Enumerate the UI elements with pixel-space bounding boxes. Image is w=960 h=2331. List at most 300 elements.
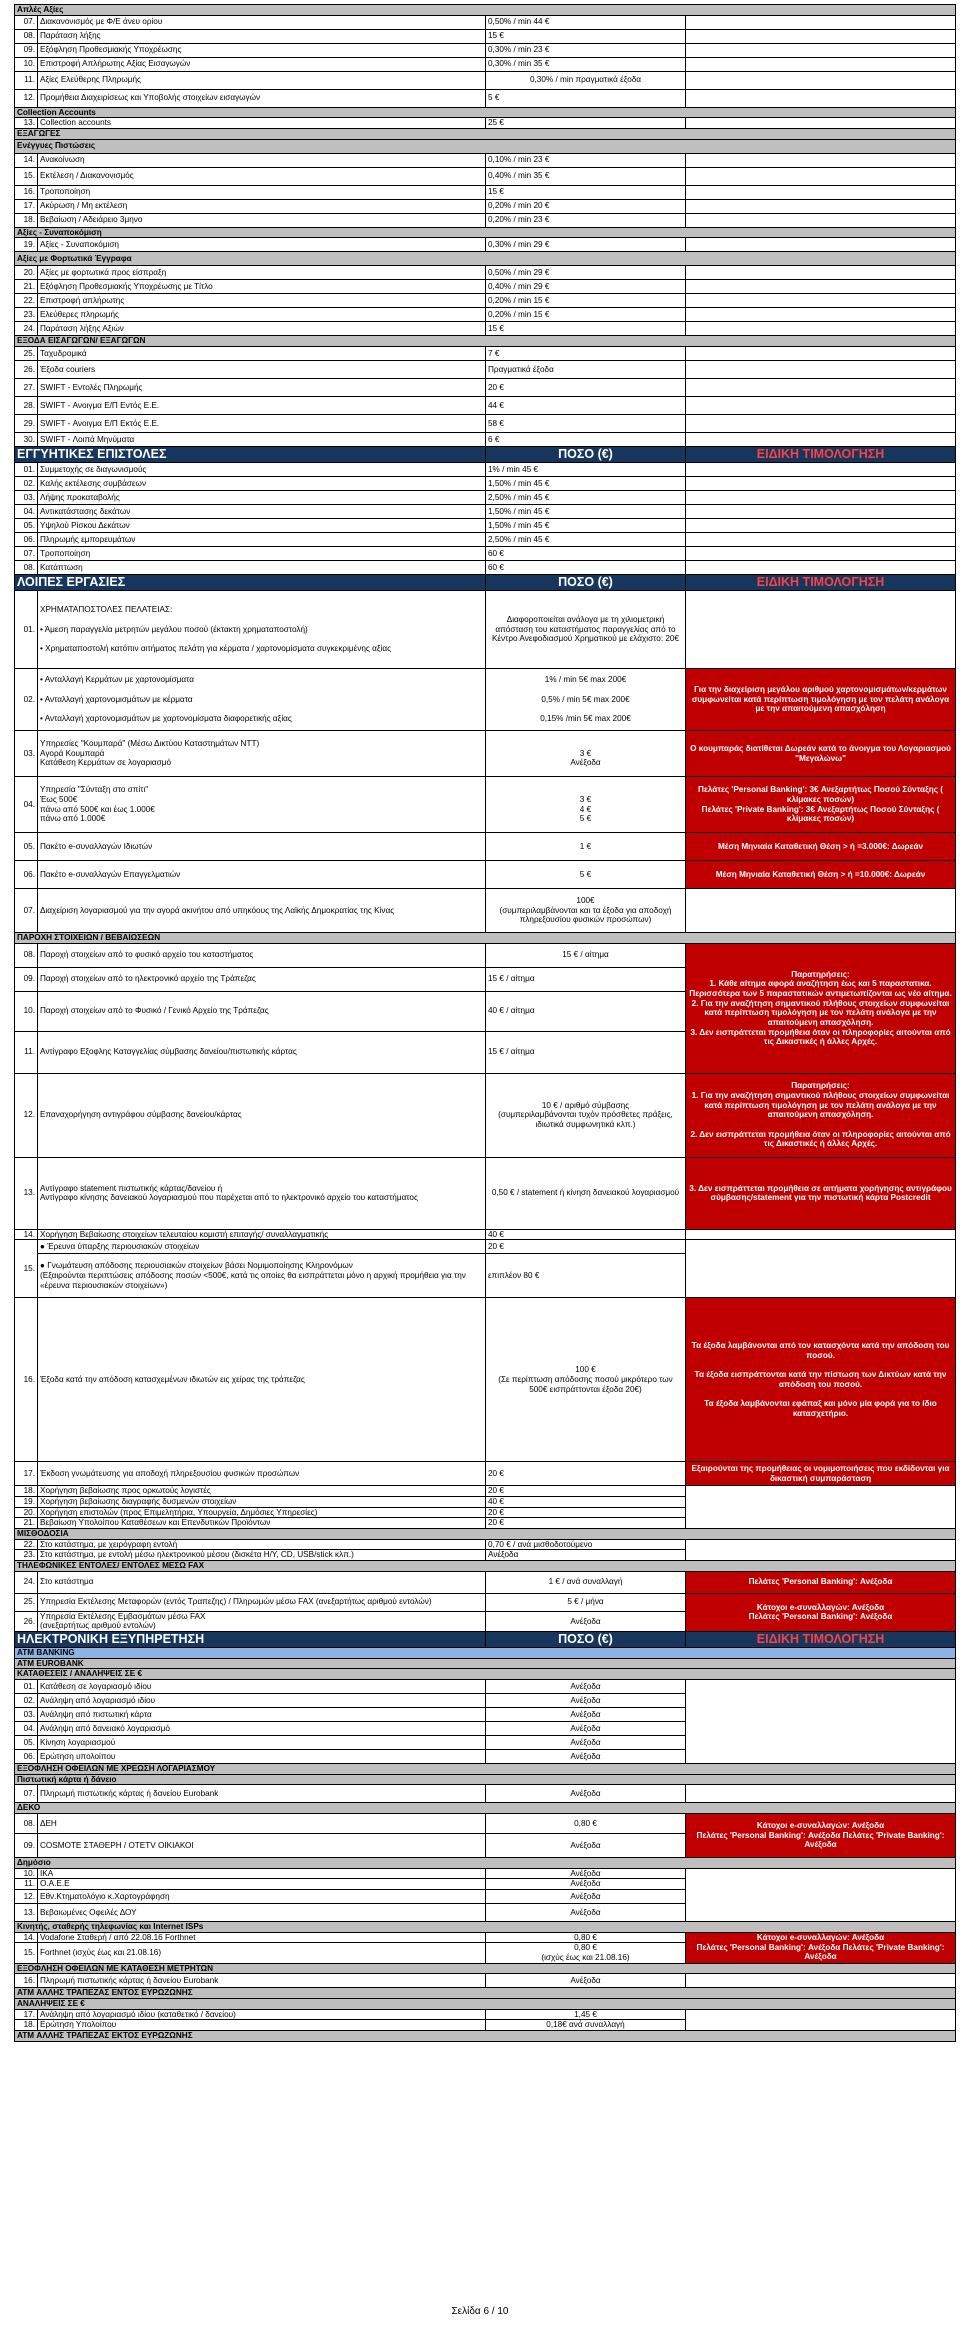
fee-amount: 2,50% / min 45 € <box>486 533 686 547</box>
fee-description: SWIFT - Ανοιγμα Ε/Π Εκτός Ε.Ε. <box>38 415 486 433</box>
fee-description: Ανάληψη από λογαριασμό ιδίου (καταθετικό / δανείου) <box>38 2009 486 2020</box>
row-number: 24. <box>15 322 38 336</box>
fee-row <box>15 1539 956 1550</box>
fee-amount: 0,70 € / ανά μισθοδοτούμενο <box>486 1539 686 1550</box>
row-number: 17. <box>15 1462 38 1486</box>
fee-amount: Ανέξοδα <box>486 1833 686 1857</box>
fee-amount: 20 € <box>486 1486 686 1497</box>
fee-schedule-table <box>14 4 956 2042</box>
section-heading: ATM BANKING <box>15 1647 956 1658</box>
fee-description: Κατάπτωση <box>38 561 486 575</box>
fee-row <box>15 777 956 833</box>
special-pricing-empty <box>686 280 956 294</box>
fee-amount: 25 € <box>486 118 686 129</box>
special-pricing-empty <box>686 71 956 89</box>
fee-amount: 1 € / ανά συναλλαγή <box>486 1571 686 1593</box>
row-number: 07. <box>15 547 38 561</box>
row-number: 27. <box>15 379 38 397</box>
fee-description: Λήψης προκαταβολής <box>38 491 486 505</box>
section-row <box>15 1998 956 2009</box>
fee-description: Πακέτο e-συναλλαγών Επαγγελματιών <box>38 861 486 889</box>
fee-description: Έξοδα κατά την απόδοση κατασχεμένων ιδιωτών εις χείρας της τράπεζας <box>38 1298 486 1462</box>
special-pricing-note: 3. Δεν εισπράττεται προμήθεια σε αιτήματα χορήγησης αντιγράφου σύμβασης/statement για την πιστωτική κάρτα Postcredit <box>686 1157 956 1229</box>
special-pricing-empty <box>686 547 956 561</box>
fee-description: Χορήγηση βεβαίωσης προς ορκωτούς λογιστές <box>38 1486 486 1497</box>
fee-description: Αντίγραφο statement πιστωτικής κάρτας/δανείου ή Αντίγραφο κίνησης δανειακού λογαριασμού που παρέχεται από το ηλεκτρονικό αρχείο του καταστήματος <box>38 1157 486 1229</box>
row-number: 14. <box>15 1229 38 1240</box>
fee-description: Ανάληψη από πιστωτική κάρτα <box>38 1707 486 1721</box>
section-row <box>15 1763 956 1774</box>
fee-row <box>15 1073 956 1157</box>
row-number: 16. <box>15 185 38 199</box>
row-number: 10. <box>15 991 38 1031</box>
row-number: 18. <box>15 1486 38 1497</box>
row-number: 26. <box>15 1611 38 1631</box>
fee-description: Υπηρεσίες "Κουμπαρά" (Μέσω Δικτύου Καταστημάτων ΝΤΤ) Αγορά Κουμπαρά Κατάθεση Κερμάτων σε λογαριασμό <box>38 731 486 777</box>
row-number: 14. <box>15 1932 38 1943</box>
section-header-title: ΕΓΓΥΗΤΙΚΕΣ ΕΠΙΣΤΟΛΕΣ <box>15 447 486 463</box>
fee-amount: 1,45 € <box>486 2009 686 2020</box>
fee-description: Έξοδα couriers <box>38 361 486 379</box>
row-number: 22. <box>15 1539 38 1550</box>
fee-row <box>15 199 956 213</box>
fee-row <box>15 379 956 397</box>
special-pricing-empty <box>686 433 956 447</box>
fee-row <box>15 213 956 227</box>
row-number: 16. <box>15 1298 38 1462</box>
section-heading: ΜΙΣΘΟΔΟΣΙΑ <box>15 1529 956 1540</box>
fee-row <box>15 29 956 43</box>
special-pricing-empty <box>686 15 956 29</box>
row-number: 23. <box>15 1550 38 1561</box>
fee-row <box>15 505 956 519</box>
fee-amount: 3 € Ανέξοδα <box>486 731 686 777</box>
amount-column-header: ΠΟΣΟ (€) <box>486 447 686 463</box>
row-number: 15. <box>15 1943 38 1963</box>
section-row <box>15 1529 956 1540</box>
fee-amount: 0,30% / min 35 € <box>486 57 686 71</box>
fee-description: SWIFT - Εντολές Πληρωμής <box>38 379 486 397</box>
section-heading: ATM ΑΛΛΗΣ ΤΡΑΠΕΖΑΣ ΕΚΤΟΣ ΕΥΡΩΖΩΝΗΣ <box>15 2030 956 2041</box>
special-pricing-note: Κάτοχοι e-συναλλαγών: Ανέξοδα Πελάτες 'Personal Banking': Ανέξοδα <box>686 1593 956 1631</box>
fee-row <box>15 43 956 57</box>
fee-amount: 0,10% / min 23 € <box>486 153 686 167</box>
fee-amount: 0,50% / min 44 € <box>486 15 686 29</box>
section-row <box>15 1669 956 1680</box>
fee-amount: 0,20% / min 23 € <box>486 213 686 227</box>
section-row <box>15 252 956 266</box>
section-row <box>15 1774 956 1785</box>
fee-description: Τροποποίηση <box>38 547 486 561</box>
fee-description: Παράταση λήξης <box>38 29 486 43</box>
fee-row <box>15 1868 956 1879</box>
fee-description: Χορήγηση επιστολών (προς Επιμελητήρια, Υπουργεία, Δημόσιες Υπηρεσίες) <box>38 1507 486 1518</box>
fee-amount: 1% / min 45 € <box>486 463 686 477</box>
fee-row <box>15 15 956 29</box>
fee-description: Παροχή στοιχείων από το ηλεκτρονικό αρχείο της Τράπεζας <box>38 967 486 991</box>
fee-amount: 0,80 € <box>486 1813 686 1833</box>
fee-description: Πληρωμής εμπορευμάτων <box>38 533 486 547</box>
special-pricing-empty <box>686 1974 956 1988</box>
fee-description: Εθν.Κτηματολόγιο κ.Χαρτογράφηση <box>38 1889 486 1903</box>
fee-description: Αξίες με φορτωτικά προς είσπραξη <box>38 266 486 280</box>
fee-description: Επαναχορήγηση αντιγράφου σύμβασης δανείου/κάρτας <box>38 1073 486 1157</box>
special-pricing-empty <box>686 361 956 379</box>
fee-description: Αντικατάστασης δεκάτων <box>38 505 486 519</box>
fee-amount: 60 € <box>486 547 686 561</box>
special-pricing-empty <box>686 1679 956 1763</box>
section-heading: Αξίες - Συναποκόμιση <box>15 227 956 238</box>
fee-row <box>15 533 956 547</box>
fee-amount: 20 € <box>486 379 686 397</box>
special-pricing-empty <box>686 43 956 57</box>
fee-amount: 0,50% / min 29 € <box>486 266 686 280</box>
special-pricing-empty <box>686 266 956 280</box>
fee-row <box>15 1298 956 1462</box>
fee-description: • Ανταλλαγή Κερμάτων με χαρτονομίσματα • Ανταλλαγή χαρτονομισμάτων με κέρματα • Ανταλλαγή χαρτονομισμάτων με χαρτονομίσματα διαφορετικής αξίας <box>38 669 486 731</box>
special-pricing-empty <box>686 463 956 477</box>
row-number: 08. <box>15 943 38 967</box>
special-pricing-note: Μέση Μηνιαία Καταθετική Θέση > ή =3.000€: Δωρεάν <box>686 833 956 861</box>
row-number: 02. <box>15 1693 38 1707</box>
row-number: 06. <box>15 533 38 547</box>
special-pricing-empty <box>686 505 956 519</box>
fee-description: Παροχή στοιχείων από το φυσικό αρχείο του καταστήματος <box>38 943 486 967</box>
row-number: 21. <box>15 1518 38 1529</box>
fee-description: Πληρωμή πιστωτικής κάρτας ή δανείου Eurobank <box>38 1785 486 1803</box>
row-number: 09. <box>15 967 38 991</box>
special-pricing-empty <box>686 591 956 669</box>
row-number: 11. <box>15 1879 38 1890</box>
fee-amount: 20 € <box>486 1462 686 1486</box>
section-row <box>15 139 956 153</box>
fee-amount: 1,50% / min 45 € <box>486 519 686 533</box>
fee-row <box>15 833 956 861</box>
row-number: 08. <box>15 561 38 575</box>
section-heading: ATM EUROBANK <box>15 1658 956 1669</box>
row-number: 14. <box>15 153 38 167</box>
row-number: 15. <box>15 167 38 185</box>
fee-description: Στο κατάστημα <box>38 1571 486 1593</box>
fee-row <box>15 491 956 505</box>
section-row <box>15 1561 956 1572</box>
fee-description: Βεβαίωση Υπολοίπου Καταθέσεων και Επενδυτικών Προϊόντων <box>38 1518 486 1529</box>
section-row <box>15 1857 956 1868</box>
fee-description: Βεβαίωση / Αδειάρειο 3μηνο <box>38 213 486 227</box>
fee-description: Πληρωμή πιστωτικής κάρτας ή δανείου Eurobank <box>38 1974 486 1988</box>
special-pricing-empty <box>686 347 956 361</box>
row-number: 18. <box>15 213 38 227</box>
row-number: 08. <box>15 29 38 43</box>
fee-description: Εξόφληση Προθεσμιακής Υποχρέωσης <box>38 43 486 57</box>
fee-description: Collection accounts <box>38 118 486 129</box>
row-number: 04. <box>15 1721 38 1735</box>
row-number: 11. <box>15 71 38 89</box>
section-heading: ΑΝΑΛΗΨΕΙΣ ΣΕ € <box>15 1998 956 2009</box>
row-number: 11. <box>15 1031 38 1073</box>
fee-amount: Ανέξοδα <box>486 1868 686 1879</box>
row-number: 01. <box>15 591 38 669</box>
fee-row <box>15 347 956 361</box>
row-number: 09. <box>15 43 38 57</box>
fee-description: Ανακοίνωση <box>38 153 486 167</box>
fee-description: Αξίες Ελεύθερης Πληρωμής <box>38 71 486 89</box>
special-pricing-header: ΕΙΔΙΚΗ ΤΙΜΟΛΟΓΗΣΗ <box>686 1632 956 1648</box>
section-heading: ΕΞΑΓΩΓΕΣ <box>15 129 956 140</box>
row-number: 23. <box>15 308 38 322</box>
fee-amount: 0,18€ ανά συναλλαγή <box>486 2020 686 2031</box>
row-number: 08. <box>15 1813 38 1833</box>
fee-row <box>15 238 956 252</box>
fee-description: Επιστροφή Απλήρωτης Αξίας Εισαγωγών <box>38 57 486 71</box>
row-number: 16. <box>15 1974 38 1988</box>
fee-description: COSMOTE ΣΤΑΘΕΡΗ / ΟΤΕΤV ΟΙΚΙΑΚΟΙ <box>38 1833 486 1857</box>
fee-amount: 7 € <box>486 347 686 361</box>
section-row <box>15 1803 956 1814</box>
fee-amount: Ανέξοδα <box>486 1879 686 1890</box>
special-pricing-empty <box>686 397 956 415</box>
special-pricing-empty <box>686 118 956 129</box>
fee-amount: Ανέξοδα <box>486 1611 686 1631</box>
fee-row <box>15 519 956 533</box>
special-pricing-empty <box>686 1539 956 1560</box>
page-number-label: Σελίδα 6 / 10 <box>451 2306 509 2317</box>
section-row <box>15 336 956 347</box>
fee-description: Αντίγραφο Εξοφλης Καταγγελίας σύμβασης δανείου/πιστωτικής κάρτας <box>38 1031 486 1073</box>
fee-row <box>15 1974 956 1988</box>
fee-row <box>15 322 956 336</box>
fee-amount: 5 € <box>486 89 686 107</box>
special-pricing-note: Τα έξοδα λαμβάνονται από τον κατασχόντα κατά την απόδοση του ποσού. Τα έξοδα εισπράττονται κατά την πίστωση των Δικτύων κατά την απόδοση του ποσού. Τα έξοδα λαμβάνονται εφάπαξ και μόνο μία φορά για το ίδιο κατασχετήριο. <box>686 1298 956 1462</box>
section-row <box>15 227 956 238</box>
special-pricing-note: Για την διαχείριση μεγάλου αριθμού χαρτονομισμάτων/κερμάτων συμφωνείται κατά περίπτωση τιμολόγηση με τον πελάτη ανάλογα με την απαιτούμενη απασχόληση <box>686 669 956 731</box>
special-pricing-empty <box>686 199 956 213</box>
row-number: 25. <box>15 347 38 361</box>
row-number: 24. <box>15 1571 38 1593</box>
row-number: 18. <box>15 2020 38 2031</box>
fee-amount: Ανέξοδα <box>486 1903 686 1921</box>
fee-amount: Ανέξοδα <box>486 1707 686 1721</box>
row-number: 15. <box>15 1240 38 1298</box>
amount-column-header: ΠΟΣΟ (€) <box>486 575 686 591</box>
fee-amount: Ανέξοδα <box>486 1735 686 1749</box>
row-number: 12. <box>15 1889 38 1903</box>
fee-amount: 3 € 4 € 5 € <box>486 777 686 833</box>
section-heading: ΕΞΟΦΛΗΣΗ ΟΦΕΙΛΩΝ ΜΕ ΚΑΤΑΘΕΣΗ ΜΕΤΡΗΤΩΝ <box>15 1963 956 1974</box>
section-heading: ΔΕΚΟ <box>15 1803 956 1814</box>
fee-row <box>15 1571 956 1593</box>
fee-description: Forthnet (ισχύς έως και 21.08.16) <box>38 1943 486 1963</box>
row-number: 13. <box>15 1903 38 1921</box>
fee-description: Παροχή στοιχείων από το Φυσικό / Γενικό Αρχείο της Τράπεζας <box>38 991 486 1031</box>
fee-row <box>15 861 956 889</box>
row-number: 19. <box>15 1497 38 1508</box>
row-number: 07. <box>15 15 38 29</box>
special-pricing-empty <box>686 238 956 252</box>
row-number: 20. <box>15 1507 38 1518</box>
row-number: 01. <box>15 463 38 477</box>
row-number: 12. <box>15 89 38 107</box>
fee-row <box>15 266 956 280</box>
row-number: 06. <box>15 1749 38 1763</box>
row-number: 26. <box>15 361 38 379</box>
section-heading: Αξίες με Φορτωτικά Έγγραφα <box>15 252 956 266</box>
special-pricing-empty <box>686 57 956 71</box>
fee-amount: 44 € <box>486 397 686 415</box>
special-pricing-note: Μέση Μηνιαία Καταθετική Θέση > ή =10.000€: Δωρεάν <box>686 861 956 889</box>
section-heading: Πιστωτική κάρτα ή δάνειο <box>15 1774 956 1785</box>
fee-description: Ανάληψη από λογαριασμό ιδίου <box>38 1693 486 1707</box>
fee-description: ● Έρευνα ύπαρξης περιουσιακών στοιχείων <box>38 1240 486 1254</box>
fee-amount: 1% / min 5€ max 200€ 0,5% / min 5€ max 200€ 0,15% /min 5€ max 200€ <box>486 669 686 731</box>
row-number: 10. <box>15 1868 38 1879</box>
section-heading: Κινητής, σταθερής τηλεφωνίας και Internet ISPs <box>15 1921 956 1932</box>
special-pricing-empty <box>686 1868 956 1921</box>
fee-description: Διαχείριση λογαριασμού για την αγορά ακινήτου από υπηκόους της Λαϊκής Δημοκρατίας της Κίνας <box>38 889 486 933</box>
fee-row <box>15 889 956 933</box>
special-pricing-empty <box>686 1486 956 1529</box>
section-heading: ΚΑΤΑΘΕΣΕΙΣ / ΑΝΑΛΗΨΕΙΣ ΣΕ € <box>15 1669 956 1680</box>
fee-amount: 6 € <box>486 433 686 447</box>
section-heading: Ενέγγυες Πιστώσεις <box>15 139 956 153</box>
row-number: 13. <box>15 118 38 129</box>
special-pricing-empty <box>686 533 956 547</box>
fee-amount: 58 € <box>486 415 686 433</box>
section-row <box>15 5 956 16</box>
amount-column-header: ΠΟΣΟ (€) <box>486 1632 686 1648</box>
fee-amount: Ανέξοδα <box>486 1749 686 1763</box>
fee-description: Κίνηση λογαριασμού <box>38 1735 486 1749</box>
fee-amount: 5 € / μήνα <box>486 1593 686 1611</box>
special-pricing-empty <box>686 153 956 167</box>
special-pricing-empty <box>686 561 956 575</box>
section-heading: Δημόσιο <box>15 1857 956 1868</box>
section-row <box>15 1647 956 1658</box>
row-number: 01. <box>15 1679 38 1693</box>
fee-row <box>15 1679 956 1693</box>
fee-description: Κατάθεση σε λογαριασμό ιδίου <box>38 1679 486 1693</box>
fee-amount: επιπλέον 80 € <box>486 1254 686 1298</box>
fee-amount: 15 € <box>486 29 686 43</box>
special-pricing-empty <box>686 1240 956 1298</box>
fee-row <box>15 591 956 669</box>
row-number: 13. <box>15 1157 38 1229</box>
special-pricing-note: Κάτοχοι e-συναλλαγών: Ανέξοδα Πελάτες 'Personal Banking': Ανέξοδα Πελάτες 'Private Banking': Ανέξοδα <box>686 1932 956 1963</box>
special-pricing-empty <box>686 491 956 505</box>
fee-amount: 20 € <box>486 1507 686 1518</box>
fee-description: Ερώτηση Υπολοίπου <box>38 2020 486 2031</box>
fee-amount: 40 € / αίτημα <box>486 991 686 1031</box>
special-pricing-note: Κάτοχοι e-συναλλαγών: Ανέξοδα Πελάτες 'Personal Banking': Ανέξοδα Πελάτες 'Private Banking': Ανέξοδα <box>686 1813 956 1857</box>
fee-amount: 0,20% / min 15 € <box>486 294 686 308</box>
fee-description: Τροποποίηση <box>38 185 486 199</box>
section-heading: ΕΞΟΔΑ ΕΙΣΑΓΩΓΩΝ/ ΕΞΑΓΩΓΩΝ <box>15 336 956 347</box>
special-pricing-note: Ο κουμπαράς διατίθεται Δωρεάν κατά το άνοιγμα του Λογαριασμού "Μεγαλώνω" <box>686 731 956 777</box>
row-number: 19. <box>15 238 38 252</box>
fee-row <box>15 477 956 491</box>
row-number: 30. <box>15 433 38 447</box>
fee-description: ● Γνωμάτευση απόδοσης περιουσιακών στοιχείων βάσει Νομιμοποίησης Κληρονόμων (Εξαιρούνται περιπτώσεις απόδοσης ποσών <500€, κατά τις οποίες θα εισπράττεται μόνο η αρχική προμήθεια για την «έρευνα περιουσιακών στοιχείων») <box>38 1254 486 1298</box>
fee-description: Παράταση λήξης Αξιών <box>38 322 486 336</box>
fee-row <box>15 1486 956 1497</box>
special-pricing-empty <box>686 29 956 43</box>
fee-amount: Ανέξοδα <box>486 1721 686 1735</box>
special-pricing-header: ΕΙΔΙΚΗ ΤΙΜΟΛΟΓΗΣΗ <box>686 447 956 463</box>
fee-description: Στο κατάστημα, με εντολή μέσω ηλεκτρονικού μέσου (δισκέτα Η/Υ, CD, USB/stick κλπ.) <box>38 1550 486 1561</box>
fee-row <box>15 294 956 308</box>
special-pricing-note: Πελάτες 'Personal Banking': 3€ Ανεξαρτήτως Ποσού Σύνταξης ( κλίμακες ποσών) Πελάτες 'Private Banking': 3€ Ανεξαρτήτως Ποσού Σύνταξης ( κλίμακες ποσών) <box>686 777 956 833</box>
fee-row <box>15 397 956 415</box>
section-row <box>15 1921 956 1932</box>
fee-amount: 0,20% / min 20 € <box>486 199 686 213</box>
fee-amount: Πραγματικά έξοδα <box>486 361 686 379</box>
fee-description: ΧΡΗΜΑΤΑΠΟΣΤΟΛΕΣ ΠΕΛΑΤΕΙΑΣ: • Άμεση παραγγελία μετρητών μεγάλου ποσού (έκτακτη χρηματαποστολή) • Χρηματαποστολή κατόπιν αιτήματος πελάτη για κέρματα / χαρτονομίσματα συγκεκριμένης αξίας <box>38 591 486 669</box>
special-pricing-empty <box>686 2009 956 2030</box>
fee-description: Χορήγηση βεβαίωσης διαγραφής δυσμενών στοιχείων <box>38 1497 486 1508</box>
fee-amount: 0,30% / min 23 € <box>486 43 686 57</box>
special-pricing-empty <box>686 1785 956 1803</box>
fee-amount: 2,50% / min 45 € <box>486 491 686 505</box>
fee-description: Ανάληψη από δανειακό λογαριασμό <box>38 1721 486 1735</box>
fee-description: Στο κατάστημα, με χειρόγραφη εντολή <box>38 1539 486 1550</box>
fee-description: Εκτέλεση / Διακανονισμός <box>38 167 486 185</box>
fee-row <box>15 1462 956 1486</box>
fee-amount: 20 € <box>486 1240 686 1254</box>
fee-description: Καλής εκτέλεσης συμβάσεων <box>38 477 486 491</box>
section-row <box>15 1658 956 1669</box>
fee-description: Ακύρωση / Μη εκτέλεση <box>38 199 486 213</box>
section-row <box>15 1632 956 1648</box>
fee-amount: Ανέξοδα <box>486 1679 686 1693</box>
row-number: 21. <box>15 280 38 294</box>
fee-row <box>15 731 956 777</box>
fee-description: Εξόφληση Προθεσμιακής Υποχρέωσης με Τίτλο <box>38 280 486 294</box>
row-number: 25. <box>15 1593 38 1611</box>
fee-row <box>15 561 956 575</box>
section-row <box>15 1988 956 1999</box>
fee-description: Αξίες - Συναποκόμιση <box>38 238 486 252</box>
fee-description: Συμμετοχής σε διαγωνισμούς <box>38 463 486 477</box>
section-row <box>15 933 956 944</box>
fee-description: Χορήγηση Βεβαίωσης στοιχείων τελευταίου κομιστή επιταγής/ συναλλαγματικής <box>38 1229 486 1240</box>
fee-amount: 15 € / αίτημα <box>486 967 686 991</box>
fee-row <box>15 153 956 167</box>
fee-row <box>15 280 956 294</box>
fee-amount: 100 € (Σε περίπτωση απόδοσης ποσού μικρότερο των 500€ εισπράττονται έξοδα 20€) <box>486 1298 686 1462</box>
fee-description: ΙΚΑ <box>38 1868 486 1879</box>
section-header-title: ΛΟΙΠΕΣ ΕΡΓΑΣΙΕΣ <box>15 575 486 591</box>
fee-amount: Ανέξοδα <box>486 1889 686 1903</box>
fee-row <box>15 89 956 107</box>
fee-amount: Ανέξοδα <box>486 1974 686 1988</box>
fee-amount: 1,50% / min 45 € <box>486 477 686 491</box>
fee-amount: 0,50 € / statement ή κίνηση δανειακού λογαριασμού <box>486 1157 686 1229</box>
fee-amount: 40 € <box>486 1497 686 1508</box>
row-number: 17. <box>15 199 38 213</box>
fee-description: Υψηλού Ρίσκου Δεκάτων <box>38 519 486 533</box>
fee-amount: Ανέξοδα <box>486 1550 686 1561</box>
fee-description: Vodafone Σταθερή / από 22.08.16 Forthnet <box>38 1932 486 1943</box>
row-number: 03. <box>15 1707 38 1721</box>
row-number: 05. <box>15 1735 38 1749</box>
special-pricing-note: Παρατηρήσεις: 1. Για την αναζήτηση σημαντικού πλήθους στοιχείων συμφωνείται κατά περίπτωση τιμολόγηση με τον πελάτη ανάλογα με την απαιτούμενη απασχόληση. 2. Δεν εισπράττεται προμήθεια όταν οι πληροφορίες αιτούνται από τις Δικαστικές ή άλλες Αρχές. <box>686 1073 956 1157</box>
fee-description: ΔΕΗ <box>38 1813 486 1833</box>
fee-amount: 10 € / αριθμό σύμβασης (συμπεριλαμβάνονται τυχόν πρόσθετες πράξεις, ιδιωτικά συμφωνητικά κλπ.) <box>486 1073 686 1157</box>
special-pricing-empty <box>686 294 956 308</box>
fee-description: Προμήθεια Διαχειρίσεως και Υποβολής στοιχείων εισαγωγών <box>38 89 486 107</box>
row-number: 29. <box>15 415 38 433</box>
special-pricing-empty <box>686 213 956 227</box>
